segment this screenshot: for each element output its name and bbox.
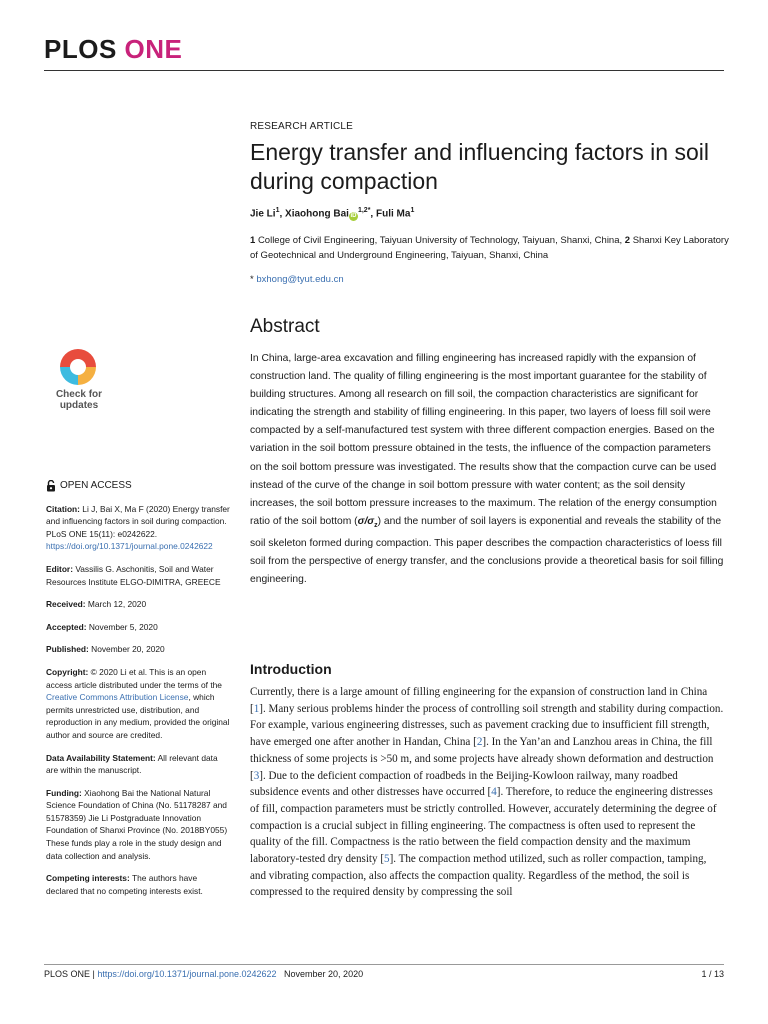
author-name[interactable]: Jie Li [250, 208, 276, 220]
orcid-icon[interactable]: iD [350, 213, 357, 220]
reference-link[interactable]: 2 [476, 736, 483, 749]
corresponding-author [250, 274, 344, 285]
corresponding-star: * [250, 274, 254, 285]
open-access-text: OPEN ACCESS [60, 480, 132, 491]
citation-block: Citation: Li J, Bai X, Ma F (2020) Energy transfer and influencing factors in soil during compaction. PLoS ONE 15(11): e0242622. https://doi.org/10.1371/journal.pone.0242622 [46, 503, 230, 552]
ratio-subscript: z [374, 521, 378, 529]
footer-journal: PLOS ONE [44, 969, 91, 979]
affiliations [250, 233, 730, 263]
abstract-heading: Abstract [250, 316, 320, 337]
article-title: Energy transfer and influencing factors in soil during compaction [250, 139, 709, 194]
reference-link[interactable]: 5 [384, 853, 390, 866]
affiliation-number: 1 [250, 235, 256, 246]
article-info-sidebar [46, 480, 231, 907]
accepted-block: Accepted: November 5, 2020 [46, 621, 158, 632]
affiliation-text: College of Civil Engineering, Taiyuan University of Technology, Taiyuan, Shanxi, China, [257, 235, 623, 246]
received-block: Received: March 12, 2020 [46, 599, 147, 610]
reference-link[interactable]: 4 [491, 786, 497, 799]
check-for-updates-badge[interactable] [46, 349, 112, 423]
footer-date: November 20, 2020 [284, 969, 364, 979]
badge-line2: updates [59, 400, 99, 411]
author-name[interactable]: Xiaohong Bai [285, 208, 349, 220]
open-access-label [46, 480, 231, 493]
author-list: Jie Li$^1$, Xiaohong Bai $iD^{1,2*}$, Fuli Ma$^1$ [250, 207, 415, 220]
editor-block: Editor: Vassilis G. Aschonitis, Soil and Water Resources Institute ELGO-DIMITRA, GREECE [46, 563, 221, 587]
funding-block: Funding: Xiaohong Bai the National Natural Science Foundation of China (No. 51178287 and 51578359) Jie Li Postgraduate Innovation Foundation of Shanxi Province (No. 2018BY055) These funds play a role in the study design and data collection and analysis. [46, 787, 228, 861]
footer-divider [44, 964, 724, 965]
reference-link[interactable]: 3 [253, 769, 260, 782]
introduction-heading: Introduction [250, 661, 332, 677]
author-affiliation-ref: 1,2 [357, 207, 368, 214]
license-link[interactable]: Creative Commons Attribution License [46, 692, 189, 703]
article-type: RESEARCH ARTICLE [250, 121, 354, 132]
abstract-part1: In China, large-area excavation and filling engineering has increased rapidly with the expansion of construction land. The quality of filling engineering is the most important guarantee for the stability of building structures. Among all research on fill soil, the compaction characteristics are significant for indicating the strength and stability of filling engineering. In this paper, two layers of loess fill soil were compacted by a self-manufactured test system with three different compaction energies. Based on the variation in the soil bottom pressure obtained in the tests, the influence of the compaction parameters on the soil bottom pressure was investigated. The results show that the compaction curve can be used instead of the curve of the change in soil bottom pressure with water content; as the soil density increases, the soil bottom pressure increases to the maximum. The relation of the energy consumption ratio of the soil bottom ( [250, 353, 717, 527]
logo-plos: PLOS [44, 34, 117, 64]
badge-line1: Check for [55, 389, 103, 400]
ratio-symbol: σ/σ [357, 515, 375, 527]
competing-interests-block: Competing interests: The authors have declared that no competing interests exist. [46, 873, 203, 896]
header-divider [44, 70, 724, 71]
footer-citation: PLOS ONE | https://doi.org/10.1371/journal.pone.0242622 November 20, 2020 [44, 969, 364, 979]
data-availability-block: Data Availability Statement: All relevant data are within the manuscript. [46, 752, 218, 776]
journal-logo [44, 36, 182, 62]
author-name[interactable]: Fuli Ma [375, 208, 411, 220]
page-number: 1 / 13 [701, 969, 724, 979]
check-for-updates-icon [60, 349, 96, 385]
abstract-part2: ) and the number of soil layers is exponential and reveals the stability of the soil skeleton formed during compaction. This paper describes the compaction characteristics of loess fill soil from the perspective of energy transfer, and the conclusions provide a theoretical basis for soil filling engineering. [250, 515, 724, 586]
author-affiliation-ref: 1 [275, 207, 280, 214]
open-lock-icon [46, 480, 56, 492]
introduction-body: Currently, there is a large amount of filling engineering for the expansion of construction land in China [1]. Many serious problems hinder the process of controlling soil strength and stability during compaction. For example, various engineering distresses, such as pavement cracking due to insufficient fill strength, have emerged one after another in Handan, China [2]. In the Yan’an and Lanzhou areas in China, the fill thickness of some projects is >50 m, and some projects have already shown deformation and destruction [3]. Due to the deficient compaction of roadbeds in the Beijing-Kowloon railway, many roadbed subsidence events and other distresses have occurred [4]. Therefore, to reduce the engineering distresses of fill, compaction parameters must be strictly controlled. However, accurately determining the degree of compaction is a crucial subject in filling engineering. The compactness is often used to represent the quality of the fill. Compactness is the ratio between the field compaction density and the maximum laboratory-tested dry density [5]. The compaction method utilized, such as roller compaction, tamping, and vibrating compaction, also affects the compaction quality. Regardless of the method, the soil is compressed to the required density by compressing the soil [250, 686, 724, 899]
footer-doi-link[interactable]: https://doi.org/10.1371/journal.pone.0242622 [97, 969, 277, 979]
logo-one: ONE [124, 34, 183, 64]
corresponding-star: * [367, 207, 371, 214]
affiliation-text: Shanxi Key Laboratory of Geotechnical and Underground Engineering, Taiyuan, Shanxi, China [250, 235, 729, 261]
corresponding-email-link[interactable]: bxhong@tyut.edu.cn [256, 274, 344, 285]
abstract-body [250, 350, 724, 589]
citation-doi-link[interactable]: https://doi.org/10.1371/journal.pone.0242622 [46, 541, 213, 552]
affiliation-number: 2 [624, 235, 631, 246]
reference-link[interactable]: 1 [253, 702, 260, 715]
author-affiliation-ref: 1 [410, 207, 415, 214]
copyright-block: Copyright: © 2020 Li et al. This is an open access article distributed under the terms of the Creative Commons Attribution License, which permits unrestricted use, distribution, and reproduction in any medium, provided the original author and source are credited. [46, 666, 230, 740]
published-block: Published: November 20, 2020 [46, 644, 165, 655]
